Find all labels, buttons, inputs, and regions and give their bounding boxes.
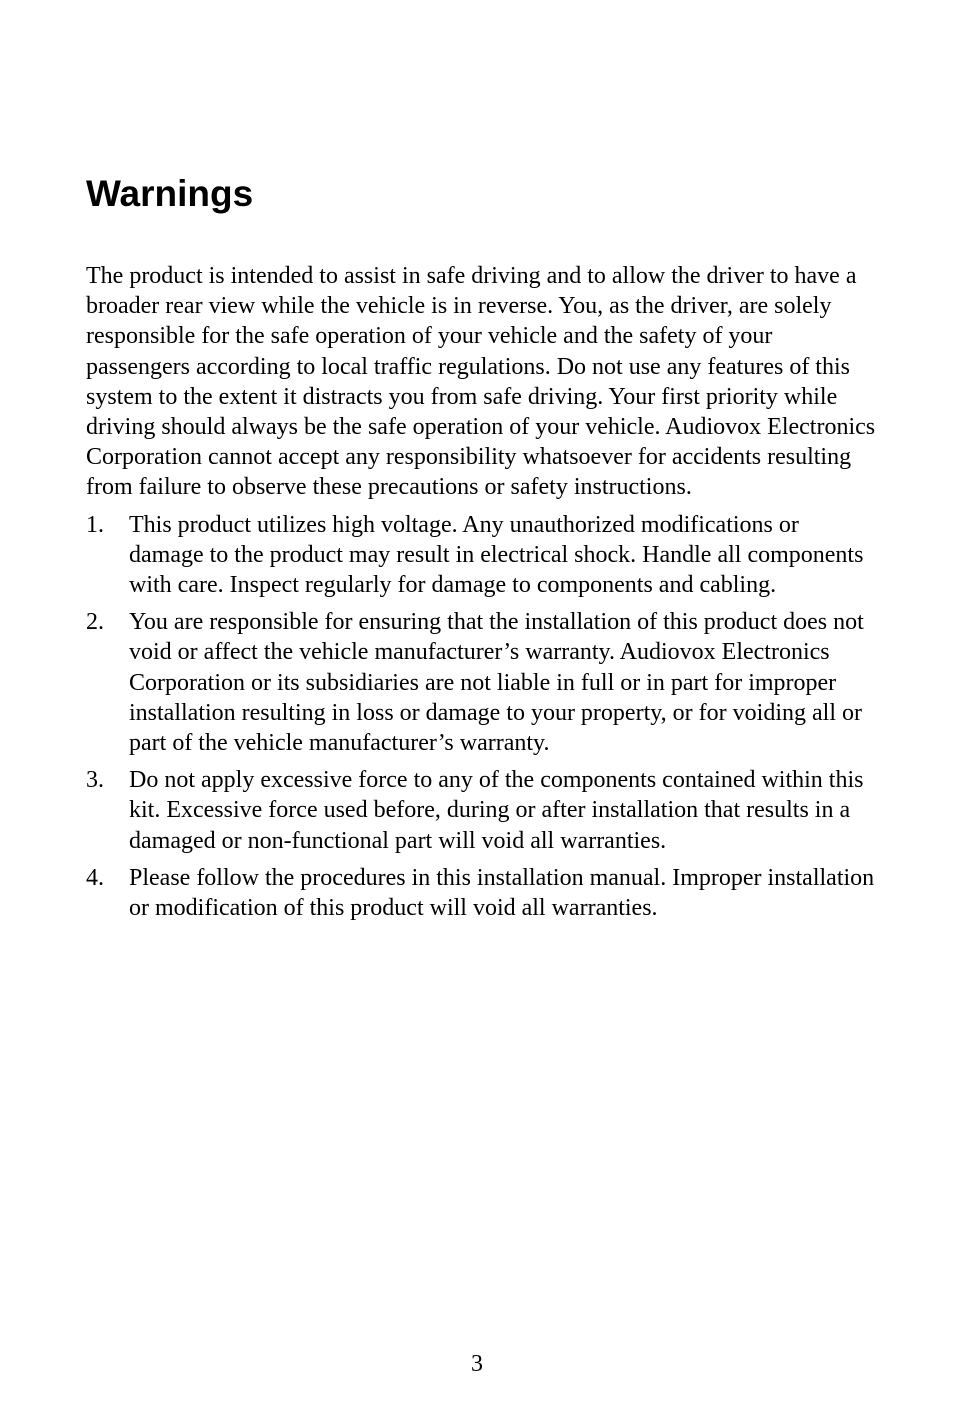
list-item-text: This product utilizes high voltage. Any unauthorized modifications or damage to the product may result in electrical shock. Handle all components with care. Inspect regularly for damage to components and cabling. — [129, 511, 864, 599]
list-item — [86, 607, 876, 758]
list-item-number: 4. — [86, 864, 104, 891]
list-item — [86, 765, 876, 856]
list-item — [86, 510, 876, 601]
list-item-text: Do not apply excessive force to any of the components contained within this kit. Excessive force used before, during or after installation that results in a damaged or non-functional part will void all warranties. — [129, 767, 864, 854]
list-item-text: You are responsible for ensuring that the installation of this product does not void or affect the vehicle manufacturer’s warranty. Audiovox Electronics Corporation or its subsidiaries are not liable in full or in part for improper installation resulting in loss or damage to your property, or for voiding all or part of the vehicle manufacturer’s warranty. — [129, 609, 864, 757]
list-item-number: 3. — [86, 767, 104, 794]
list-item-number: 1. — [86, 511, 104, 538]
list-item — [86, 863, 876, 923]
page-title: Warnings — [86, 173, 254, 214]
warnings-body — [86, 261, 876, 930]
list-item-text: Please follow the procedures in this installation manual. Improper installation or modification of this product will void all warranties. — [129, 864, 875, 922]
page-number: 3 — [471, 1351, 483, 1377]
list-item-number: 2. — [86, 609, 104, 636]
warnings-list — [86, 510, 876, 924]
intro-paragraph: The product is intended to assist in safe driving and to allow the driver to have a broader rear view while the vehicle is in reverse. You, as the driver, are solely responsible for the safe operation of your vehicle and the safety of your passengers according to local traffic regulations. Do not use any features of this system to the extent it distracts you from safe driving. Your first priority while driving should always be the safe operation of your vehicle. Audiovox Electronics Corporation cannot accept any responsibility whatsoever for accidents resulting from failure to observe these precautions or safety instructions. — [86, 263, 876, 501]
